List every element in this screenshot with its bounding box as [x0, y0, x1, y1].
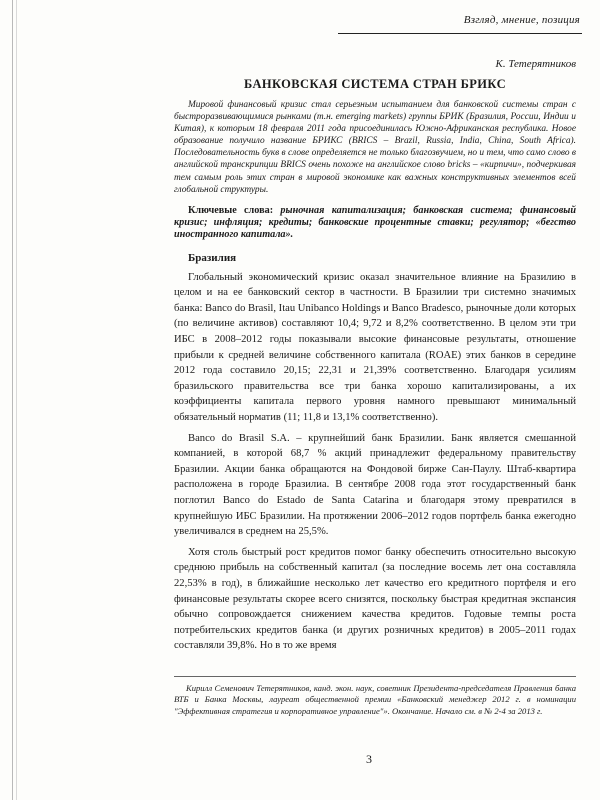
article-column: [174, 58, 576, 659]
keywords: [174, 205, 576, 242]
section-title: Бразилия: [188, 251, 237, 264]
paragraph: Глобальный экономический кризис оказал значительное влияние на Бразилию в целом и на ее банковский сектор в частности. В Бразилии три системно значимых банка: Banco do Brasil, Itau Unibanco Holdings и Banco Bradesco, рыночные доли которых (по величине активов) составляют 10,4; 9,72 и 8,2% соответственно. В целом эти три ИБС в 2008–2012 годы показывали высокие финансовые результаты, отношение прибыли к средней величине собственного капитала (ROAE) этих банков в середине 2012 года составило 20,15; 22,31 и 21,39% соответственно. Благодаря усилиям бразильского правительства все три банка хорошо капитализированы, а их коэффициенты капитала первого уровня намного превышают минимальный обязательный норматив (11; 11,8 и 13,1% соответственно).: [174, 271, 576, 423]
scan-edge-line-inner: [16, 0, 17, 800]
header-rubric: Взгляд, мнение, позиция: [463, 14, 580, 26]
page-number: 3: [366, 752, 372, 766]
abstract: Мировой финансовый кризис стал серьезным испытанием для банковской системы стран с быстроразвивающимися рынками (т.н. emerging markets) группы БРИК (Бразилия, России, Индии и Китая), к которым 18 февраля 2011 года присоединилась Южно-Африканская республика. Новое образование получило название БРИКС (BRICS – Brazil, Russia, India, China, South Africa). Последовательность букв в слове определяется не только благозвучием, но и тем, что само слово в английской транскрипции BRICS очень похоже на английское слово bricks – «кирпичи», подчеркивая тем самым роль этих стран в мировой экономике как важных конструктивных элементов всей глобальной структуры.: [174, 100, 576, 195]
paragraph: Хотя столь быстрый рост кредитов помог банку обеспечить относительно высокую среднюю прибыль на собственный капитал (за последние восемь лет она составляла 22,53% в год), в ближайшие несколько лет качество его кредитного портфеля и его финансовые результаты скорее всего снизятся, поскольку быстрая кредитная экспансия обычно сопровождается снижением качества кредитов. Годовые темпы роста потребительских кредитов банка (и других розничных кредитов) в 2005–2011 годах составляли 39,8%. Но в то же время: [174, 546, 576, 652]
keywords-text: рыночная капитализация; банковская система; финансовый кризис; инфляция; кредиты; банковские процентные ставки; регулятор; «бегство иностранного капитала».: [174, 204, 576, 241]
author-name: К. Тетерятников: [495, 58, 576, 70]
keywords-label: Ключевые слова:: [188, 204, 274, 216]
paragraph: Banco do Brasil S.A. – крупнейший банк Бразилии. Банк является смешанной компанией, в которой 68,7 % акций принадлежит федеральному правительству Бразилии. Акции банка обращаются на Фондовой бирже Сан-Паулу. Штаб-квартира расположена в городе Бразилиа. В сентябре 2008 года этот государственный банк поглотил Banco do Estado de Santa Catarina и благодаря этому превратился в крупнейшую ИБС Бразилии. На протяжении 2006–2012 годов портфель банка ежегодно увеличивался в среднем на 25,5%.: [174, 432, 576, 538]
article-title: БАНКОВСКАЯ СИСТЕМА СТРАН БРИКС: [243, 77, 506, 91]
header-rule: [338, 33, 582, 34]
author-footnote: Кирилл Семенович Тетерятников, канд. экон. наук, советник Президента-председателя Правления банка ВТБ и Банка Москвы, лауреат общественной премии «Банковский менеджер 2012 г. в номинации "Эффективная стратегия и корпоративное управление"». Окончание. Начало см. в № 2-4 за 2013 г.: [174, 683, 576, 716]
footnote-rule: [174, 676, 576, 677]
scan-edge-line: [12, 0, 13, 800]
